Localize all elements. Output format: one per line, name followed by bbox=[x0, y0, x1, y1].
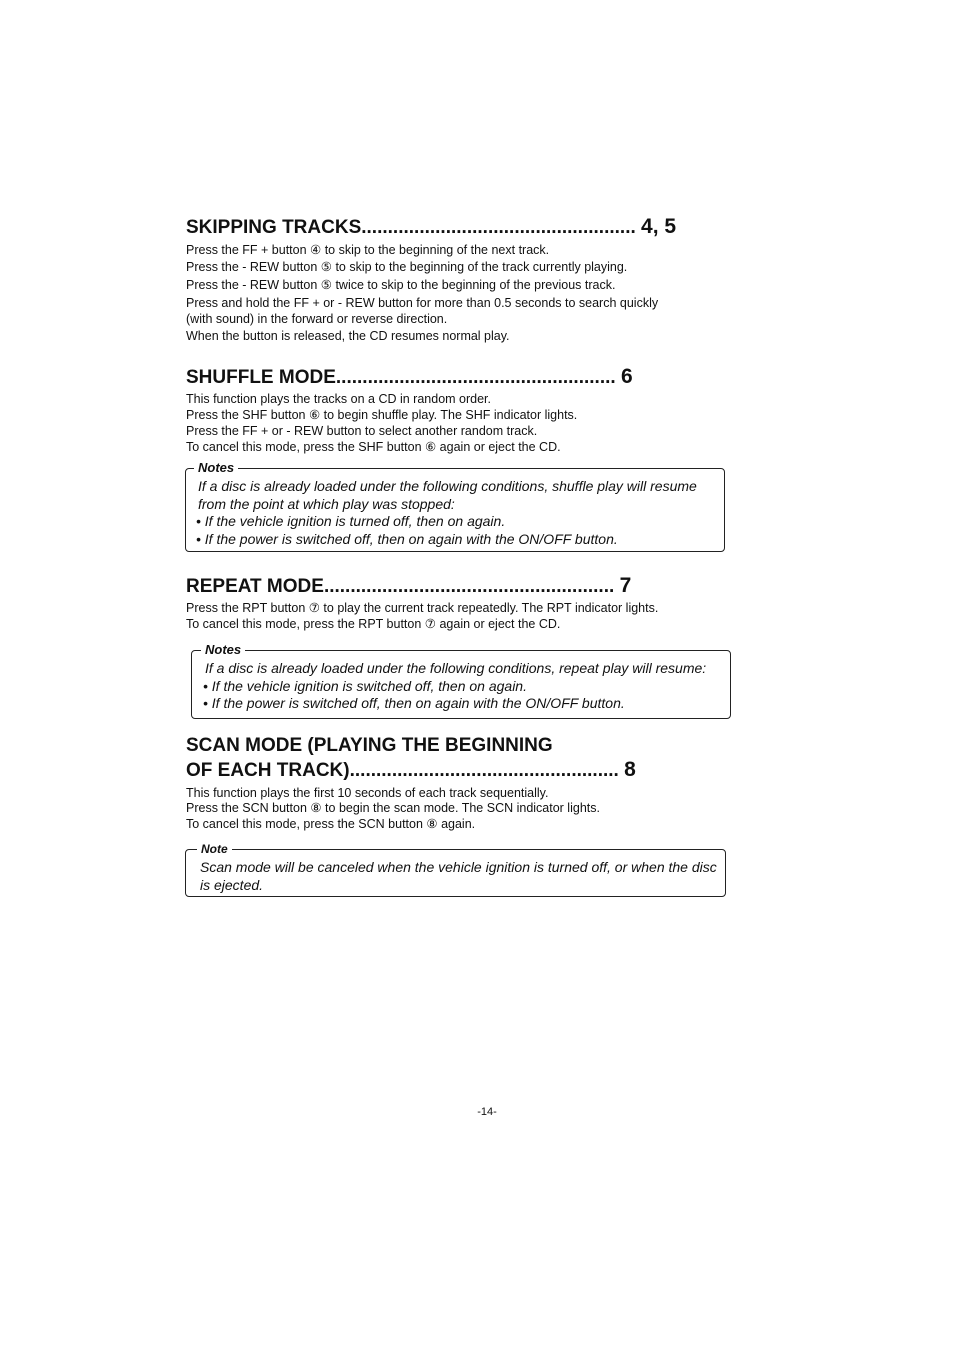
section-title: SHUFFLE MODE bbox=[186, 367, 336, 388]
section-heading-repeat-mode bbox=[186, 575, 631, 598]
body-text-line: Press the - REW button ⑤ twice to skip to the beginning of the previous track. bbox=[186, 278, 616, 292]
body-text-line: Press the SHF button ⑥ to begin shuffle play. The SHF indicator lights. bbox=[186, 408, 578, 422]
page-reference: 4, 5 bbox=[641, 216, 677, 238]
dot-leader: ................................................... bbox=[349, 760, 619, 781]
section-heading-scan-mode bbox=[186, 759, 636, 782]
body-text-line: This function plays the first 10 seconds of each track sequentially. bbox=[186, 786, 549, 800]
section-heading-skipping-tracks bbox=[186, 216, 676, 239]
notes-box-repeat bbox=[191, 642, 731, 719]
section-title: REPEAT MODE bbox=[186, 576, 324, 597]
section-heading-scan-mode-line1 bbox=[186, 735, 553, 757]
note-text-line: from the point at which play was stopped: bbox=[198, 496, 455, 512]
page-reference: 6 bbox=[620, 366, 633, 388]
notes-label: Notes bbox=[201, 641, 245, 659]
note-text-line: If a disc is already loaded under the following conditions, shuffle play will resume bbox=[198, 478, 697, 494]
body-text-line: Press the SCN button ⑧ to begin the scan mode. The SCN indicator lights. bbox=[186, 801, 600, 815]
note-text-line: • If the vehicle ignition is switched off, then on again. bbox=[203, 678, 527, 694]
page-number: -14- bbox=[477, 1106, 497, 1118]
section-title: SKIPPING TRACKS bbox=[186, 217, 362, 238]
note-text-line: is ejected. bbox=[200, 877, 264, 893]
notes-box-shuffle bbox=[185, 460, 725, 552]
notes-label: Notes bbox=[194, 459, 238, 477]
section-title: OF EACH TRACK) bbox=[186, 760, 350, 781]
dot-leader: .................................................... bbox=[361, 217, 636, 238]
dot-leader: ....................................................... bbox=[323, 576, 615, 597]
note-text-line: If a disc is already loaded under the following conditions, repeat play will resume: bbox=[205, 660, 707, 676]
body-text-line: To cancel this mode, press the SHF button ⑥ again or eject the CD. bbox=[186, 440, 561, 454]
body-text-line: To cancel this mode, press the RPT button ⑦ again or eject the CD. bbox=[186, 617, 561, 631]
section-heading-shuffle-mode bbox=[186, 366, 633, 389]
body-text-line: When the button is released, the CD resumes normal play. bbox=[186, 329, 510, 343]
page-reference: 8 bbox=[624, 759, 636, 781]
note-text-line: • If the power is switched off, then on again with the ON/OFF button. bbox=[196, 531, 618, 547]
section-title-line1: SCAN MODE (PLAYING THE BEGINNING bbox=[186, 735, 553, 756]
page-reference: 7 bbox=[619, 575, 632, 597]
dot-leader: ..................................................... bbox=[335, 367, 616, 388]
body-text-line: Press the FF + button ④ to skip to the beginning of the next track. bbox=[186, 243, 550, 257]
body-text-line: Press the RPT button ⑦ to play the current track repeatedly. The RPT indicator lights. bbox=[186, 601, 659, 615]
body-text-line: To cancel this mode, press the SCN button ⑧ again. bbox=[186, 817, 476, 831]
note-label: Note bbox=[197, 840, 232, 858]
body-text-line: (with sound) in the forward or reverse direction. bbox=[186, 312, 448, 326]
body-text-line: Press and hold the FF + or - REW button for more than 0.5 seconds to search quickly bbox=[186, 296, 659, 310]
body-text-line: This function plays the tracks on a CD in random order. bbox=[186, 392, 492, 406]
note-text-line: • If the vehicle ignition is turned off, then on again. bbox=[196, 513, 506, 529]
note-text-line: • If the power is switched off, then on again with the ON/OFF button. bbox=[203, 695, 625, 711]
body-text-line: Press the FF + or - REW button to select another random track. bbox=[186, 424, 538, 438]
note-box-scan bbox=[185, 842, 726, 897]
body-text-line: Press the - REW button ⑤ to skip to the beginning of the track currently playing. bbox=[186, 260, 628, 274]
note-text-line: Scan mode will be canceled when the vehicle ignition is turned off, or when the disc bbox=[200, 859, 717, 875]
